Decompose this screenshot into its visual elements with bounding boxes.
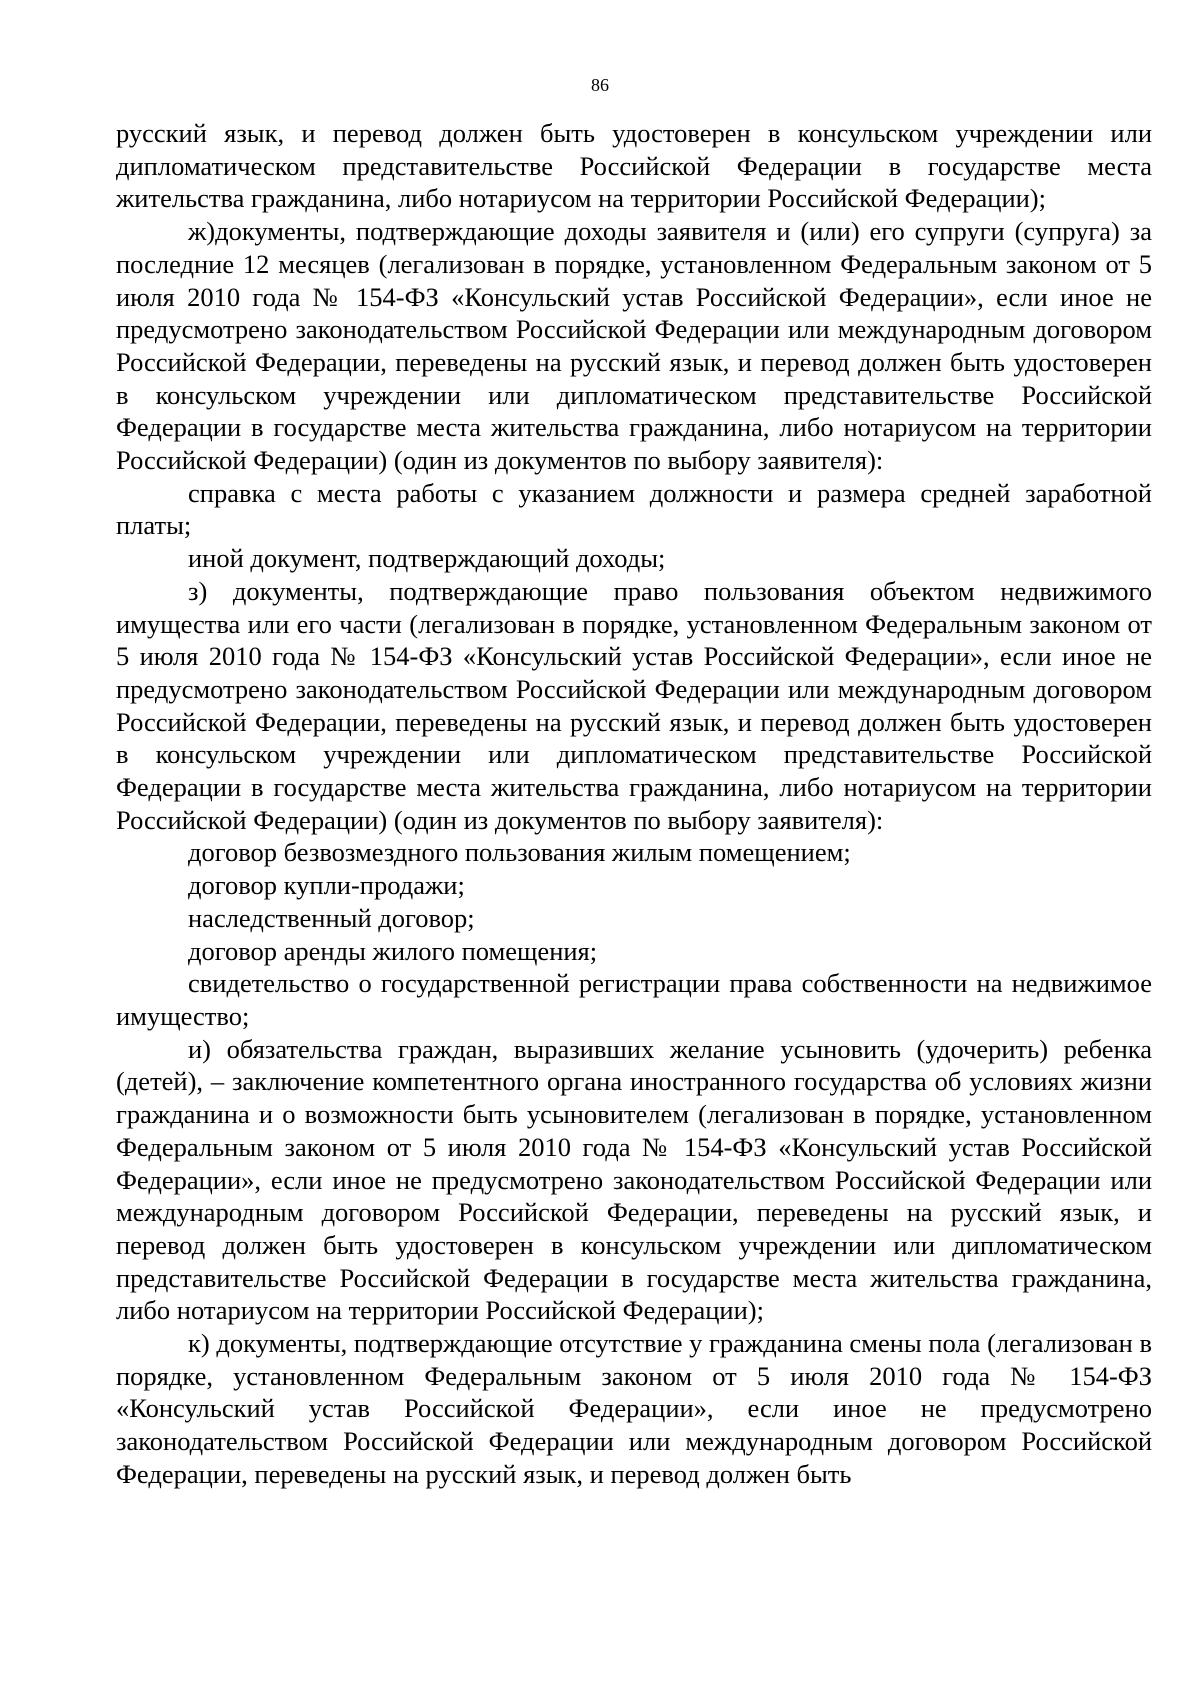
paragraph-ownership-certificate: свидетельство о государственной регистрации права собственности на недвижимое имущество; [116,968,1152,1031]
paragraph-item-z: з) документы, подтверждающие право пользования объектом недвижимого имущества или его части (легализован в порядке, установленном Федеральным законом от 5 июля 2010 года № 154-ФЗ «Консульский устав Российской Федерации», если иное не предусмотрено законодательством Российской Федерации или международным договором Российской Федерации, переведены на русский язык, и перевод должен быть удостоверен в консульском учреждении или дипломатическом представительстве Российской Федерации в государстве места жительства гражданина, либо нотариусом на территории Российской Федерации) (один из документов по выбору заявителя): [116,575,1152,835]
paragraph-sale-agreement: договор купли-продажи; [188,870,465,901]
paragraph-lease-agreement: договор аренды жилого помещения; [188,935,598,966]
paragraph-item-zh: ж)документы, подтверждающие доходы заявителя и (или) его супруги (супруга) за последние 12 месяцев (легализован в порядке, установленном Федеральным законом от 5 июля 2010 года № 154-ФЗ «Консульский устав Российской Федерации», если иное не предусмотрено законодательством Российской Федерации или международным договором Российской Федерации, переведены на русский язык, и перевод должен быть удостоверен в консульском учреждении или дипломатическом представительстве Российской Федерации в государстве места жительства гражданина, либо нотариусом на территории Российской Федерации) (один из документов по выбору заявителя): [116,216,1152,476]
paragraph-continuation: русский язык, и перевод должен быть удостоверен в консульском учреждении или дипломатическом представительстве Российской Федерации в государстве места жительства гражданина, либо нотариусом на территории Российской Федерации); [116,118,1152,214]
document-body [116,117,1152,1491]
paragraph-item-i: и) обязательства граждан, выразивших желание усыновить (удочерить) ребенка (детей), – заключение компетентного органа иностранного государства об условиях жизни гражданина и о возможности быть усыновителем (легализован в порядке, установленном Федеральным законом от 5 июля 2010 года № 154-ФЗ «Консульский устав Российской Федерации», если иное не предусмотрено законодательством Российской Федерации или международным договором Российской Федерации, переведены на русский язык, и перевод должен быть удостоверен в консульском учреждении или дипломатическом представительстве Российской Федерации в государстве места жительства гражданина, либо нотариусом на территории Российской Федерации); [116,1033,1152,1326]
paragraph-item-k: к) документы, подтверждающие отсутствие у гражданина смены пола (легализован в порядке, установленном Федеральным законом от 5 июля 2010 года № 154-ФЗ «Консульский устав Российской Федерации», если иное не предусмотрено законодательством Российской Федерации или международным договором Российской Федерации, переведены на русский язык, и перевод должен быть [116,1328,1152,1489]
paragraph-income-certificate: справка с места работы с указанием должности и размера средней заработной платы; [116,477,1152,541]
paragraph-free-use-agreement: договор безвозмездного пользования жилым помещением; [188,837,851,868]
paragraph-other-income-document: иной документ, подтверждающий доходы; [188,543,666,574]
paragraph-inheritance-agreement: наследственный договор; [188,902,475,933]
page-number: 86 [591,75,609,95]
